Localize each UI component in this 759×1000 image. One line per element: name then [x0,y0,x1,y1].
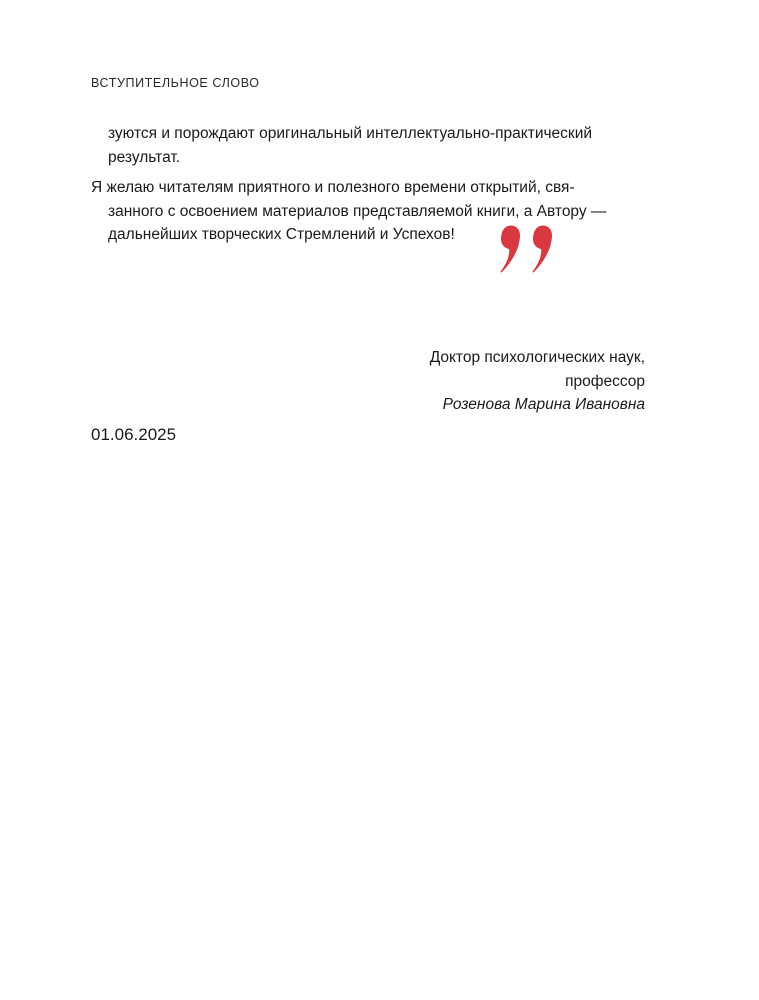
signature-name: Розенова Марина Ивановна [442,396,645,413]
signature-block [430,346,645,417]
paragraph-line: занного с освоением материалов представляемой книги, а Автору — [108,202,607,220]
closing-quote-icon [500,224,560,276]
paragraph-line: Я желаю читателям приятного и полезного времени открытий, свя- [91,179,575,196]
running-header: ВСТУПИТЕЛЬНОЕ СЛОВО [91,76,260,90]
paragraph-line: зуются и порождают оригинальный интеллектуально-практический [108,125,593,142]
paragraph-wishes [91,176,646,247]
signature-title: профессор [565,372,645,390]
paragraph-line: дальнейших творческих Стремлений и Успехов! [108,226,455,243]
document-date: 01.06.2025 [91,425,177,444]
paragraph-line: результат. [108,148,181,166]
paragraph-continuation [91,122,646,169]
signature-degree: Доктор психологических наук, [429,349,645,366]
